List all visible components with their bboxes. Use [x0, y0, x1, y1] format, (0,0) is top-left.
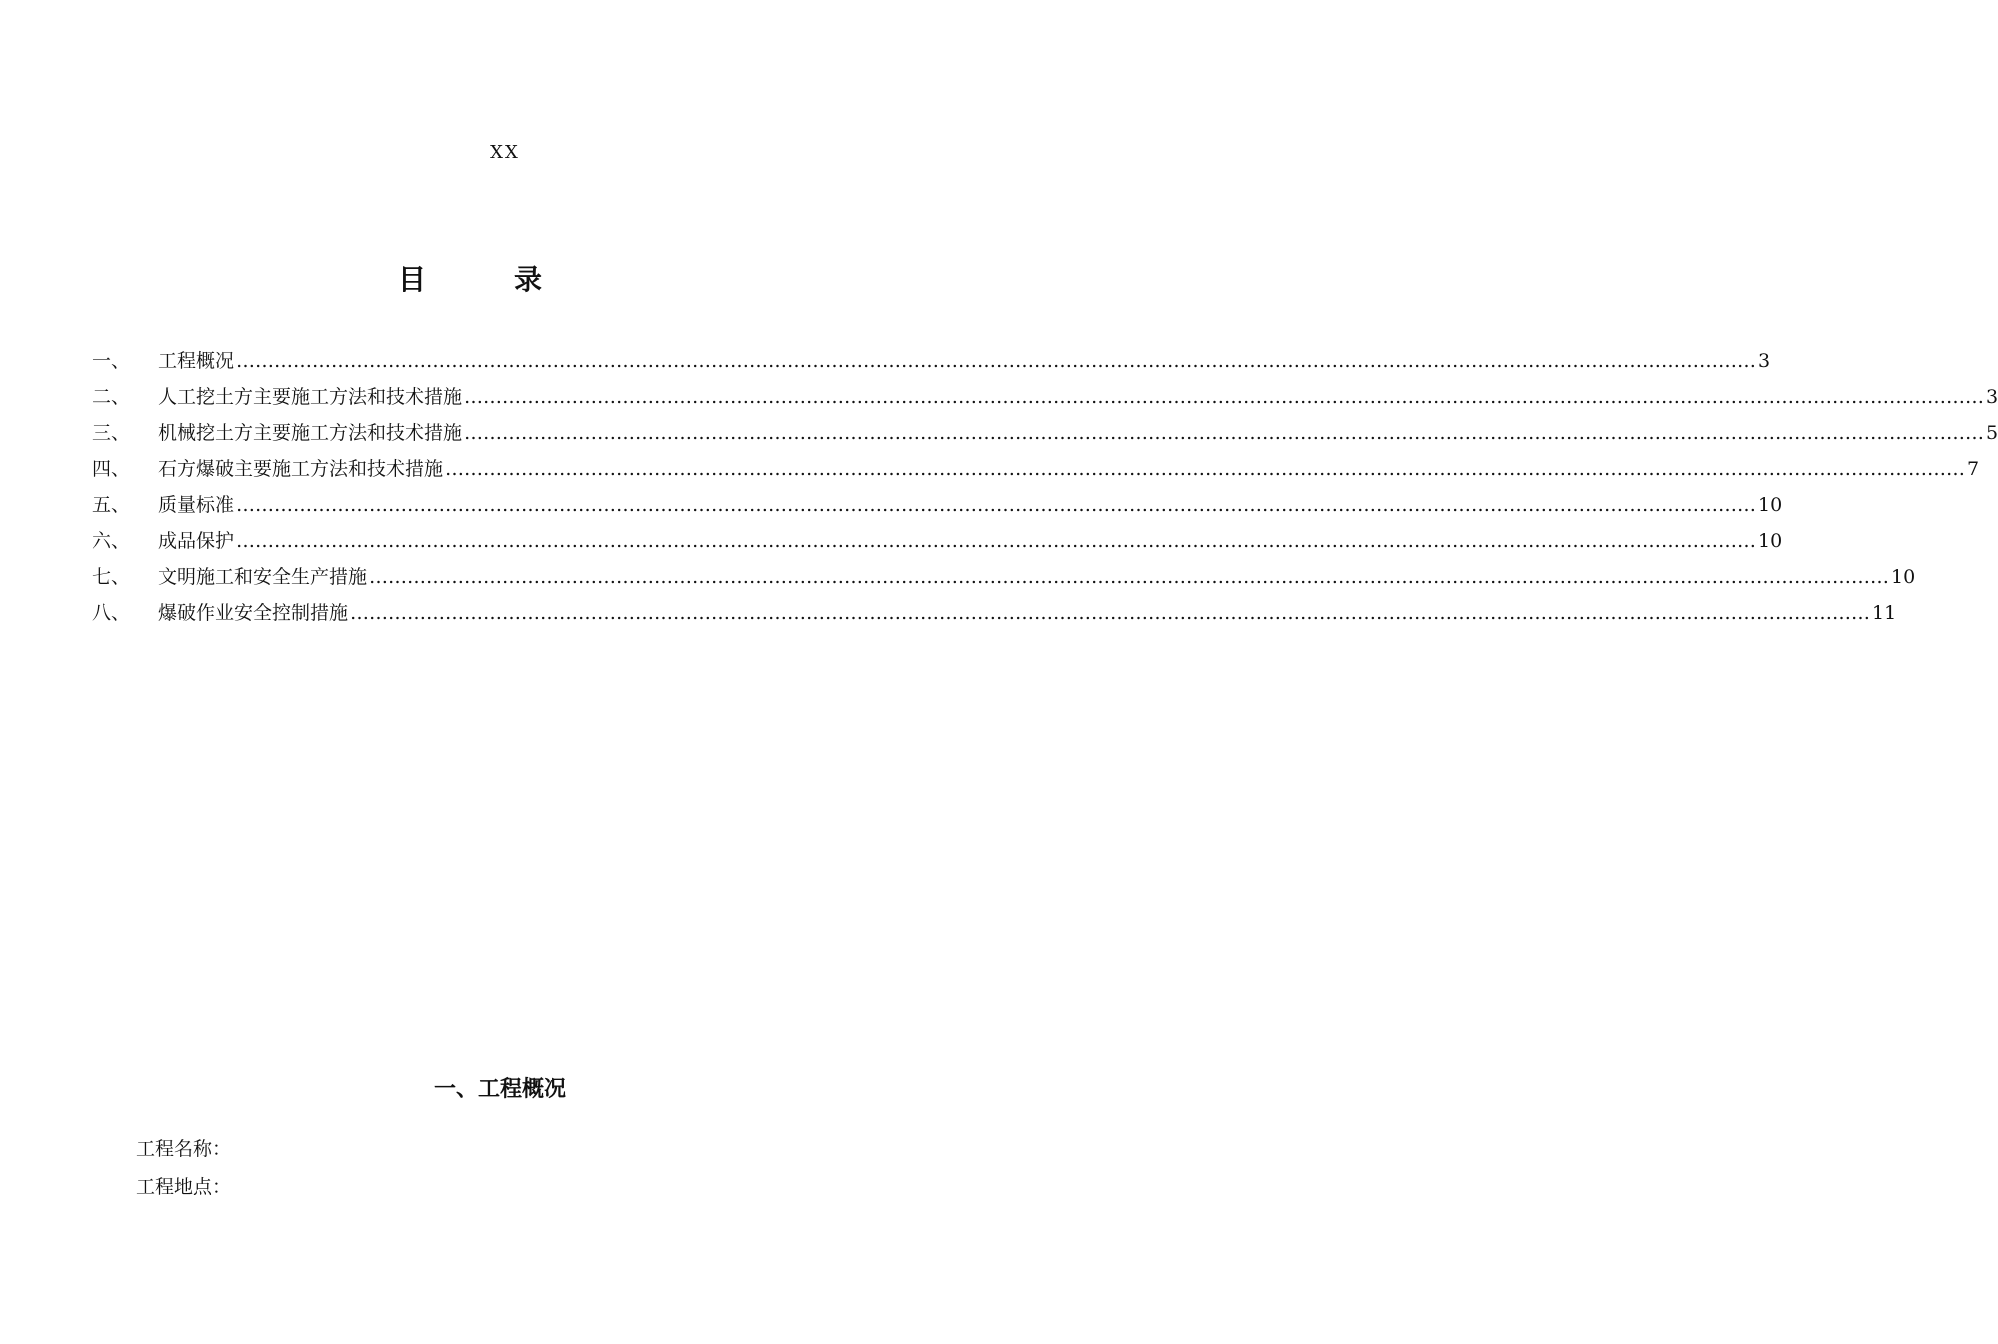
toc-entry-number: 四、: [92, 458, 131, 480]
toc-entry-title: 人工挖土方主要施工方法和技术措施: [158, 386, 463, 408]
toc-entry-title: 爆破作业安全控制措施: [158, 602, 349, 624]
toc-leader-dots: ……………………………………………………………………………………………………………………………………………………………………………………………………………………: [236, 530, 1757, 552]
toc-title: 目 录: [397, 263, 572, 296]
toc-entry[interactable]: [92, 418, 1998, 454]
toc-entry-page: 3: [1986, 386, 1998, 408]
toc-entry[interactable]: [92, 382, 1998, 418]
toc-entry-number: 七、: [92, 566, 131, 588]
toc-entry-number: 八、: [92, 602, 131, 624]
toc-entry-title: 成品保护: [158, 530, 235, 552]
toc-entry-number: 二、: [92, 386, 131, 408]
toc-leader-dots: ……………………………………………………………………………………………………………………………………………………………………………………………………………………: [350, 602, 1871, 624]
toc-entry-page: 5: [1986, 422, 1998, 444]
toc-leader-dots: ……………………………………………………………………………………………………………………………………………………………………………………………………………………: [445, 458, 1966, 480]
toc-entry-page: 11: [1872, 602, 1897, 624]
table-of-contents: [92, 346, 1998, 634]
project-name-label: 工程名称：: [136, 1138, 232, 1160]
toc-entry-page: 10: [1891, 566, 1916, 588]
toc-leader-dots: ……………………………………………………………………………………………………………………………………………………………………………………………………………………: [236, 350, 1757, 372]
project-location-label: 工程地点：: [136, 1176, 232, 1198]
toc-entry-title: 工程概况: [158, 350, 235, 372]
toc-entry-page: 10: [1758, 494, 1783, 516]
toc-leader-dots: ……………………………………………………………………………………………………………………………………………………………………………………………………………………: [464, 386, 1985, 408]
toc-entry-title: 文明施工和安全生产措施: [158, 566, 368, 588]
toc-entry-page: 10: [1758, 530, 1783, 552]
toc-entry[interactable]: [92, 346, 1771, 382]
toc-leader-dots: ……………………………………………………………………………………………………………………………………………………………………………………………………………………: [369, 566, 1890, 588]
header-mark: XX: [490, 142, 520, 163]
toc-entry-number: 五、: [92, 494, 131, 516]
toc-entry[interactable]: [92, 454, 1980, 490]
toc-entry-number: 六、: [92, 530, 131, 552]
toc-entry-title: 质量标准: [158, 494, 235, 516]
toc-entry-page: 7: [1967, 458, 1980, 480]
toc-entry[interactable]: [92, 598, 1897, 634]
toc-entry-page: 3: [1758, 350, 1771, 372]
toc-leader-dots: ……………………………………………………………………………………………………………………………………………………………………………………………………………………: [464, 422, 1985, 444]
toc-entry-title: 机械挖土方主要施工方法和技术措施: [158, 422, 463, 444]
toc-entry[interactable]: [92, 490, 1783, 526]
section-heading: 一、工程概况: [433, 1077, 566, 1102]
toc-leader-dots: ……………………………………………………………………………………………………………………………………………………………………………………………………………………: [236, 494, 1757, 516]
toc-entry[interactable]: [92, 526, 1783, 562]
toc-entry-number: 三、: [92, 422, 131, 444]
toc-entry-title: 石方爆破主要施工方法和技术措施: [158, 458, 444, 480]
toc-entry[interactable]: [92, 562, 1916, 598]
toc-entry-number: 一、: [92, 350, 131, 372]
